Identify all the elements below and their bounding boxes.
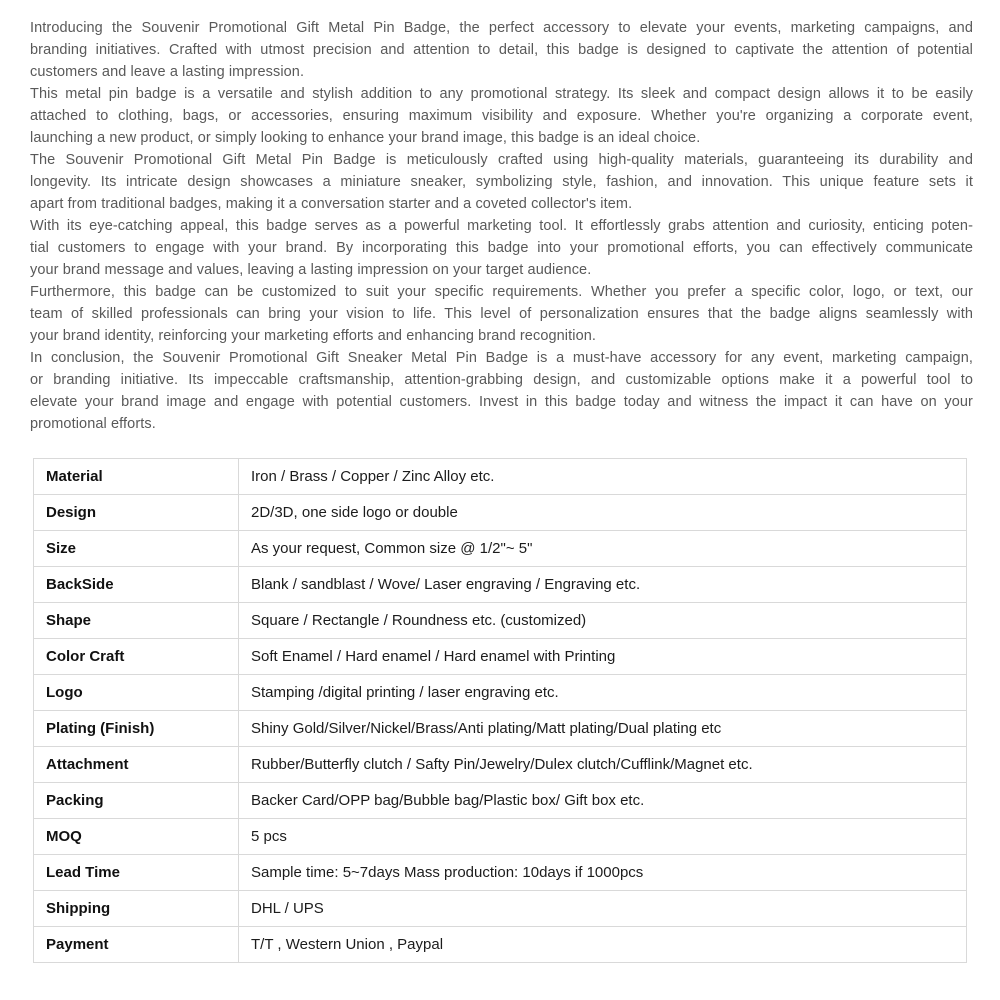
spec-label-cell: Color Craft [34,639,239,675]
spec-value-cell: Square / Rectangle / Roundness etc. (customized) [239,603,967,639]
description-line: Introducing the Souvenir Promotional Gift Metal Pin Badge, the perfect accessory to elevate your events, marketing campaigns, and [30,20,973,36]
description-paragraph [30,215,973,281]
description-line: your brand message and values, leaving a lasting impression on your target audience. [30,262,592,278]
spec-value-cell: Soft Enamel / Hard enamel / Hard enamel with Printing [239,639,967,675]
spec-value-cell: T/T , Western Union , Paypal [239,927,967,963]
spec-label-cell: Lead Time [34,855,239,891]
spec-label-cell: Plating (Finish) [34,711,239,747]
table-row [34,927,967,963]
table-row [34,459,967,495]
spec-label-cell: MOQ [34,819,239,855]
description-line: With its eye-catching appeal, this badge serves as a powerful marketing tool. It effortlessly grabs attention and curiosity, enticing poten- [30,218,973,234]
spec-value-cell: 2D/3D, one side logo or double [239,495,967,531]
description-line: customers and leave a lasting impression. [30,64,305,80]
spec-label-cell: Material [34,459,239,495]
spec-value-cell: Sample time: 5~7days Mass production: 10days if 1000pcs [239,855,967,891]
spec-label-cell: BackSide [34,567,239,603]
table-row [34,783,967,819]
description-paragraph [30,17,973,83]
description-line: longevity. Its intricate design showcases a miniature sneaker, symbolizing style, fashion, and innovation. This unique feature sets it [30,174,973,190]
description-line: or branding initiative. Its impeccable craftsmanship, attention-grabbing design, and customizable options make it a powerful tool to [30,372,973,388]
product-description [30,17,973,435]
table-row [34,495,967,531]
description-line: elevate your brand image and engage with potential customers. Invest in this badge today and witness the impact it can have on your [30,394,973,410]
table-row [34,819,967,855]
spec-label-cell: Payment [34,927,239,963]
spec-value-cell: Shiny Gold/Silver/Nickel/Brass/Anti plating/Matt plating/Dual plating etc [239,711,967,747]
spec-value-cell: As your request, Common size @ 1/2"~ 5" [239,531,967,567]
description-line: In conclusion, the Souvenir Promotional Gift Sneaker Metal Pin Badge is a must-have accessory for any event, marketing campaign, [30,350,973,366]
spec-value-cell: Rubber/Butterfly clutch / Safty Pin/Jewelry/Dulex clutch/Cufflink/Magnet etc. [239,747,967,783]
spec-label-cell: Attachment [34,747,239,783]
table-row [34,603,967,639]
spec-label-cell: Shipping [34,891,239,927]
description-line: This metal pin badge is a versatile and stylish addition to any promotional strategy. Its sleek and compact design allows it to be easily [30,86,973,102]
spec-value-cell: DHL / UPS [239,891,967,927]
table-row [34,747,967,783]
table-row [34,675,967,711]
description-line: apart from traditional badges, making it a conversation starter and a coveted collector's item. [30,196,633,212]
spec-label-cell: Design [34,495,239,531]
spec-label-cell: Shape [34,603,239,639]
description-paragraph [30,347,973,435]
table-row [34,639,967,675]
description-line: launching a new product, or simply looking to enhance your brand image, this badge is an ideal choice. [30,130,701,146]
description-line: promotional efforts. [30,416,156,432]
spec-table [33,458,967,963]
description-line: branding initiatives. Crafted with utmost precision and attention to detail, this badge is designed to captivate the attention of potential [30,42,973,58]
description-line: The Souvenir Promotional Gift Metal Pin Badge is meticulously crafted using high-quality materials, guaranteeing its durability and [30,152,973,168]
table-row [34,855,967,891]
spec-value-cell: Backer Card/OPP bag/Bubble bag/Plastic box/ Gift box etc. [239,783,967,819]
description-paragraph [30,281,973,347]
spec-label-cell: Logo [34,675,239,711]
table-row [34,891,967,927]
spec-value-cell: 5 pcs [239,819,967,855]
description-paragraph [30,149,973,215]
description-line: tial customers to engage with your brand. By incorporating this badge into your promotional efforts, you can effectively communicate [30,240,973,256]
spec-value-cell: Stamping /digital printing / laser engraving etc. [239,675,967,711]
description-line: team of skilled professionals can bring your vision to life. This level of personalization ensures that the badge aligns seamlessly with [30,306,973,322]
description-line: attached to clothing, bags, or accessories, ensuring maximum visibility and exposure. Whether you're organizing a corporate event, [30,108,973,124]
spec-label-cell: Packing [34,783,239,819]
table-row [34,531,967,567]
table-row [34,711,967,747]
description-line: your brand identity, reinforcing your marketing efforts and enhancing brand recognition. [30,328,597,344]
spec-value-cell: Iron / Brass / Copper / Zinc Alloy etc. [239,459,967,495]
spec-label-cell: Size [34,531,239,567]
spec-value-cell: Blank / sandblast / Wove/ Laser engraving / Engraving etc. [239,567,967,603]
description-paragraph [30,83,973,149]
spec-table-body [34,459,967,963]
table-row [34,567,967,603]
description-line: Furthermore, this badge can be customized to suit your specific requirements. Whether you prefer a specific color, logo, or text, our [30,284,973,300]
